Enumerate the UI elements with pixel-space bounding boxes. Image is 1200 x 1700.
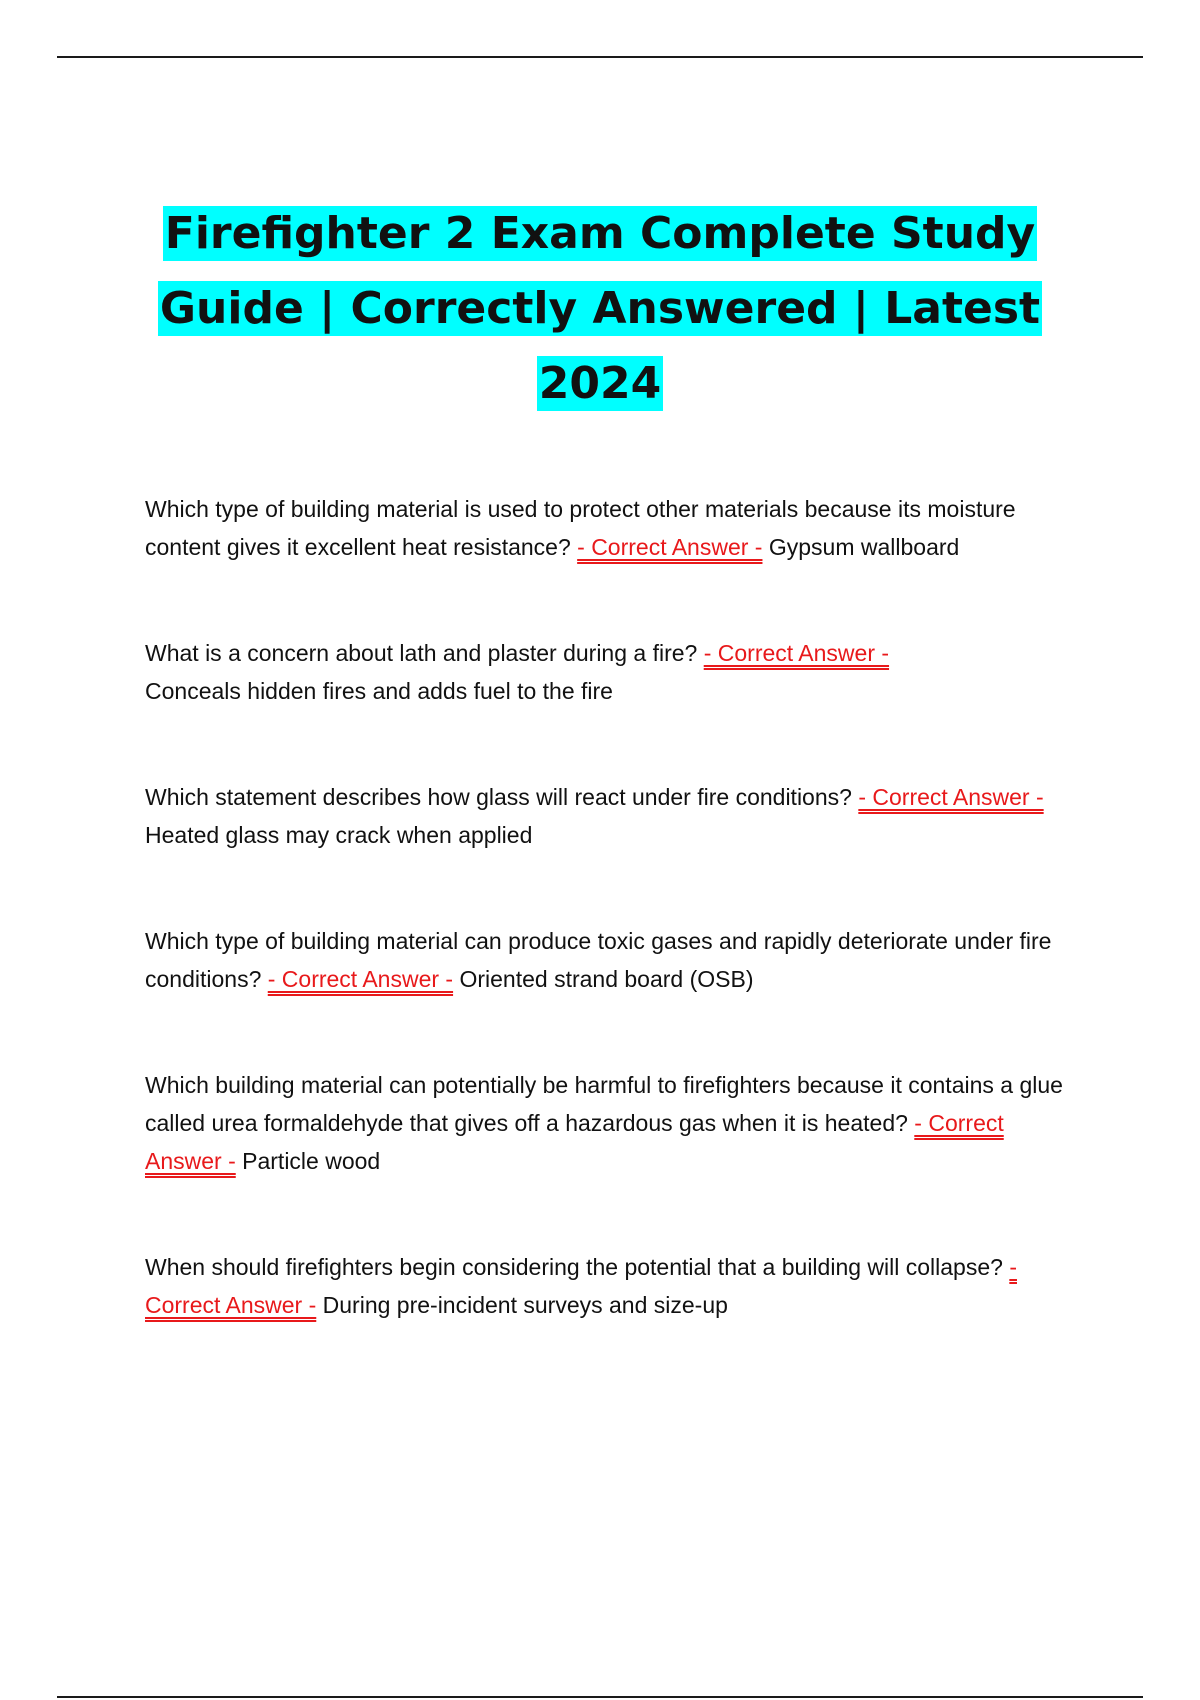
- question-text: Which building material can potentially be harmful to firefighters because it contains a glue called urea formaldehyde that gives off a hazardous gas when it is heated?: [145, 1072, 1063, 1136]
- correct-answer-label: - Correct Answer -: [145, 1254, 1017, 1318]
- qa-item: [145, 922, 1085, 998]
- answer-text: Conceals hidden fires and adds fuel to the fire: [145, 678, 613, 704]
- header-rule: [57, 56, 1143, 58]
- answer-text: Heated glass may crack when applied: [145, 822, 533, 848]
- answer-text: Gypsum wallboard: [768, 534, 960, 560]
- qa-item: [145, 1248, 1085, 1324]
- correct-answer-label: - Correct Answer -: [577, 534, 763, 560]
- answer-text: During pre-incident surveys and size-up: [322, 1292, 728, 1318]
- title-line-1: Firefighter 2 Exam Complete Study: [164, 208, 1036, 259]
- question-text: Which type of building material is used to protect other materials because its moisture content gives it excellent heat resistance?: [145, 496, 1016, 560]
- question-text: Which type of building material can produce toxic gases and rapidly deteriorate under fire conditions?: [145, 928, 1052, 992]
- document-title: [100, 196, 1100, 421]
- correct-answer-label: - Correct Answer -: [703, 640, 890, 666]
- correct-answer-label: - Correct Answer -: [858, 784, 1044, 810]
- qa-item: [145, 1066, 1085, 1180]
- question-text: When should firefighters begin considering the potential that a building will collapse?: [145, 1254, 1003, 1280]
- title-line-3: 2024: [538, 358, 662, 409]
- footer-rule: [57, 1696, 1143, 1698]
- answer-text: Particle wood: [242, 1148, 381, 1174]
- question-list: [145, 490, 1085, 1324]
- answer-text: Oriented strand board (OSB): [459, 966, 754, 992]
- correct-answer-label: - Correct Answer -: [145, 1110, 1004, 1174]
- question-text: What is a concern about lath and plaster during a fire?: [145, 640, 698, 666]
- qa-item: [145, 490, 1085, 566]
- qa-item: [145, 778, 1085, 854]
- question-text: Which statement describes how glass will react under fire conditions?: [145, 784, 852, 810]
- correct-answer-label: - Correct Answer -: [267, 966, 454, 992]
- qa-item: [145, 634, 1085, 710]
- title-line-2: Guide | Correctly Answered | Latest: [159, 283, 1041, 334]
